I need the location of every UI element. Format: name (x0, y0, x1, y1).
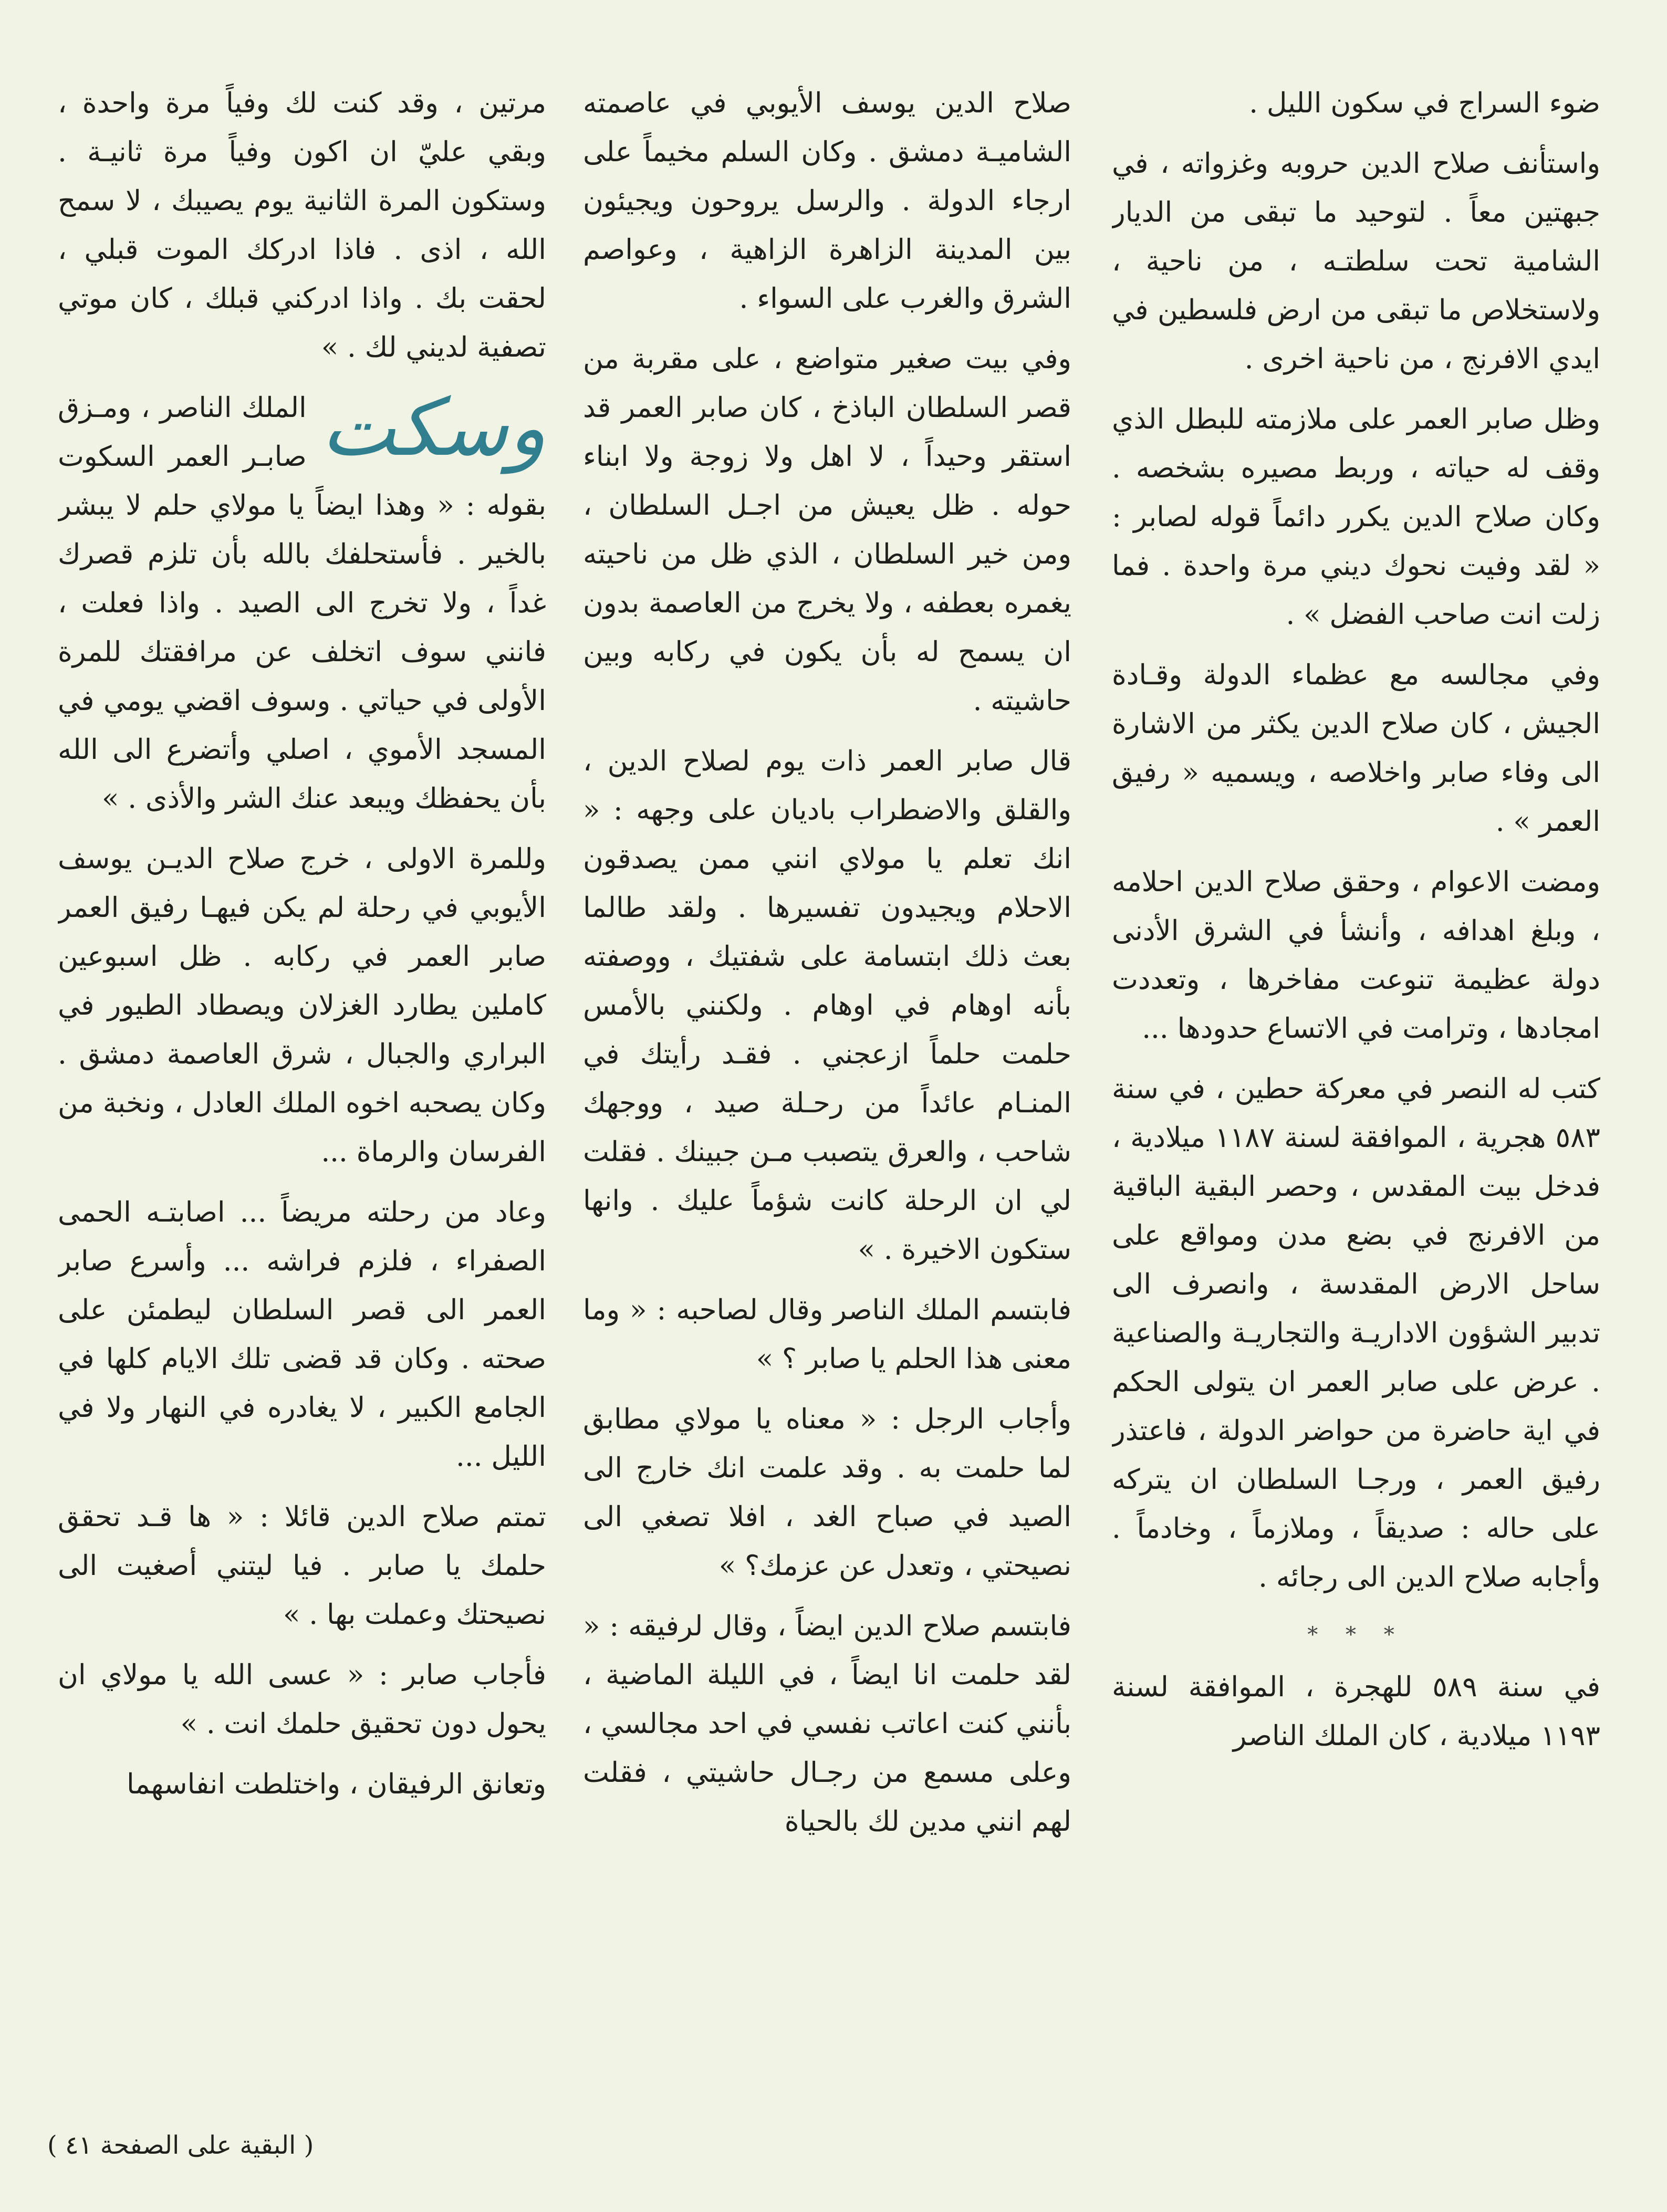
paragraph: صلاح الدين يوسف الأيوبي في عاصمته الشاميـة دمشق . وكان السلم مخيماً على ارجاء الدولة . والرسل يروحون ويجيئون بين المدينة الزاهرة الزاهية ، وعواصم الشرق والغرب على السواء . (583, 87, 1071, 315)
paragraph: قال صابر العمر ذات يوم لصلاح الدين ، والقلق والاضطراب باديان على وجهه : « انك تعلم يا مولاي انني ممن يصدقون الاحلام ويجيدون تفسيرها . ولقد طالما بعث ذلك ابتسامة على شفتيك ، ووصفته بأنه اوهام في اوهام . ولكنني بالأمس حلمت حلماً ازعجني . فقـد رأيتك في المنـام عائداً من رحـلة صيد ، ووجهك شاحب ، والعرق يتصبب مـن جبينك . فقلت لي ان الرحلة كانت شؤماً عليك . وانها ستكون الاخيرة . » (583, 745, 1071, 1266)
paragraph: ومضت الاعوام ، وحقق صلاح الدين احلامه ، وبلغ اهدافه ، وأنشأ في الشرق الأدنى دولة عظيمة تنوعت مفاخرها ، وتعددت امجادها ، وترامت في الاتساع حدودها ... (1112, 866, 1600, 1045)
paragraph: مرتين ، وقد كنت لك وفياً مرة واحدة ، وبقي عليّ ان اكون وفياً مرة ثانيـة . وستكون المرة الثانية يوم يصيبك ، لا سمح الله ، اذى . فاذا ادركك الموت قبلي ، لحقت بك . واذا ادركني قبلك ، كان موتي تصفية لديني لك . » (58, 87, 546, 363)
paragraph: وتعانق الرفيقان ، واختلطت انفاسهما (126, 1768, 546, 1800)
text-column-middle (583, 79, 1071, 2116)
paragraph: كتب له النصر في معركة حطين ، في سنة ٥٨٣ هجرية ، الموافقة لسنة ١١٨٧ ميلادية ، فدخل بيت المقدس ، وحصر البقية الباقية من الافرنج في بضع مدن ومواقع على ساحل الارض المقدسة ، وانصرف الى تدبير الشؤون الاداريـة والتجاريـة والصناعية . عرض على صابر العمر ان يتولى الحكم في اية حاضرة من حواضر الدولة ، فاعتذر رفيق العمر ، ورجـا السلطان ان يتركه على حاله : صديقاً ، وملازماً ، وخادماً . وأجابه صلاح الدين الى رجائه . (1112, 1073, 1600, 1593)
paragraph: فابتسم الملك الناصر وقال لصاحبه : « وما معنى هذا الحلم يا صابر ؟ » (583, 1294, 1071, 1375)
paragraph: واستأنف صلاح الدين حروبه وغزواته ، في جبهتين معاً . لتوحيد ما تبقى من الديار الشامية تحت سلطتـه ، من ناحية ، ولاستخلاص ما تبقى من ارض فلسطين في ايدي الافرنج ، من ناحية اخرى . (1112, 148, 1600, 375)
paragraph: وأجاب الرجل : « معناه يا مولاي مطابق لما حلمت به . وقد علمت انك خارج الى الصيد في صباح الغد ، افلا تصغي الى نصيحتي ، وتعدل عن عزمك؟ » (583, 1403, 1071, 1582)
paragraph: فأجاب صابر : « عسى الله يا مولاي ان يحول دون تحقيق حلمك انت . » (58, 1659, 546, 1740)
paragraph: في سنة ٥٨٩ للهجرة ، الموافقة لسنة ١١٩٣ ميلادية ، كان الملك الناصر (1112, 1671, 1600, 1752)
paragraph: وظل صابر العمر على ملازمته للبطل الذي وقف له حياته ، وربط مصيره بشخصه . وكان صلاح الدين يكرر دائماً قوله لصابر : « لقد وفيت نحوك ديني مرة واحدة . فما زلت انت صاحب الفضل » . (1112, 403, 1600, 631)
text-column-left (58, 79, 546, 2116)
paragraph: وفي بيت صغير متواضع ، على مقربة من قصر السلطان الباذخ ، كان صابر العمر قد استقر وحيداً ، لا اهل ولا زوجة ولا ابناء حوله . ظل يعيش من اجـل السلطان ، ومن خير السلطان ، الذي ظل من ناحيته يغمره بعطفه ، ولا يخرج من العاصمة بدون ان يسمح له بأن يكون في ركابه وبين حاشيته . (583, 343, 1071, 717)
section-separator: * * * (1307, 1623, 1405, 1647)
paragraph: الملك الناصر ، ومـزق صابـر العمر السكوت بقوله : « وهذا ايضاً يا مولاي حلم لا يبشر بالخير . فأستحلفك بالله بأن تلزم قصرك غداً ، ولا تخرج الى الصيد . واذا فعلت ، فانني سوف اتخلف عن مرافقتك للمرة الأولى في حياتي . وسوف اقضي يومي في المسجد الأموي ، اصلي وأتضرع الى الله بأن يحفظك ويبعد عنك الشر والأذى . » (58, 392, 546, 815)
decorated-paragraph (58, 383, 546, 823)
continuation-note: ( البقية على الصفحة ٤١ ) (47, 2131, 314, 2160)
paragraph: وللمرة الاولى ، خرج صلاح الديـن يوسف الأيوبي في رحلة لم يكن فيهـا رفيق العمر صابر العمر في ركابه . ظل اسبوعين كاملين يطارد الغزلان ويصطاد الطيور في البراري والجبال ، شرق العاصمة دمشق . وكان يصحبه اخوه الملك العادل ، ونخبة من الفرسان والرماة ... (58, 843, 546, 1168)
paragraph: تمتم صلاح الدين قائلا : « ها قـد تحقق حلمك يا صابر . فيا ليتني أصغيت الى نصيحتك وعملت بها . » (58, 1501, 546, 1631)
paragraph: فابتسم صلاح الدين ايضاً ، وقال لرفيقه : « لقد حلمت انا ايضاً ، في الليلة الماضية ، بأنني كنت اعاتب نفسي في احد مجالسي ، وعلى مسمع من رجـال حاشيتي ، فقلت لهم انني مدين لك بالحياة (583, 1610, 1071, 1838)
paragraph: ضوء السراج في سكون الليل . (1249, 87, 1600, 119)
decorative-calligraphy-word: وسكت (321, 382, 546, 474)
paragraph: وعاد من رحلته مريضاً ... اصابتـه الحمى الصفراء ، فلزم فراشه ... وأسرع صابر العمر الى قصر السلطان ليطمئن على صحته . وكان قد قضى تلك الايام كلها في الجامع الكبير ، لا يغادره في النهار ولا في الليل ... (58, 1196, 546, 1473)
text-column-right (1112, 79, 1600, 2116)
paragraph: وفي مجالسه مع عظماء الدولة وقـادة الجيش ، كان صلاح الدين يكثر من الاشارة الى وفاء صابر واخلاصه ، ويسميه « رفيق العمر » . (1112, 659, 1600, 838)
